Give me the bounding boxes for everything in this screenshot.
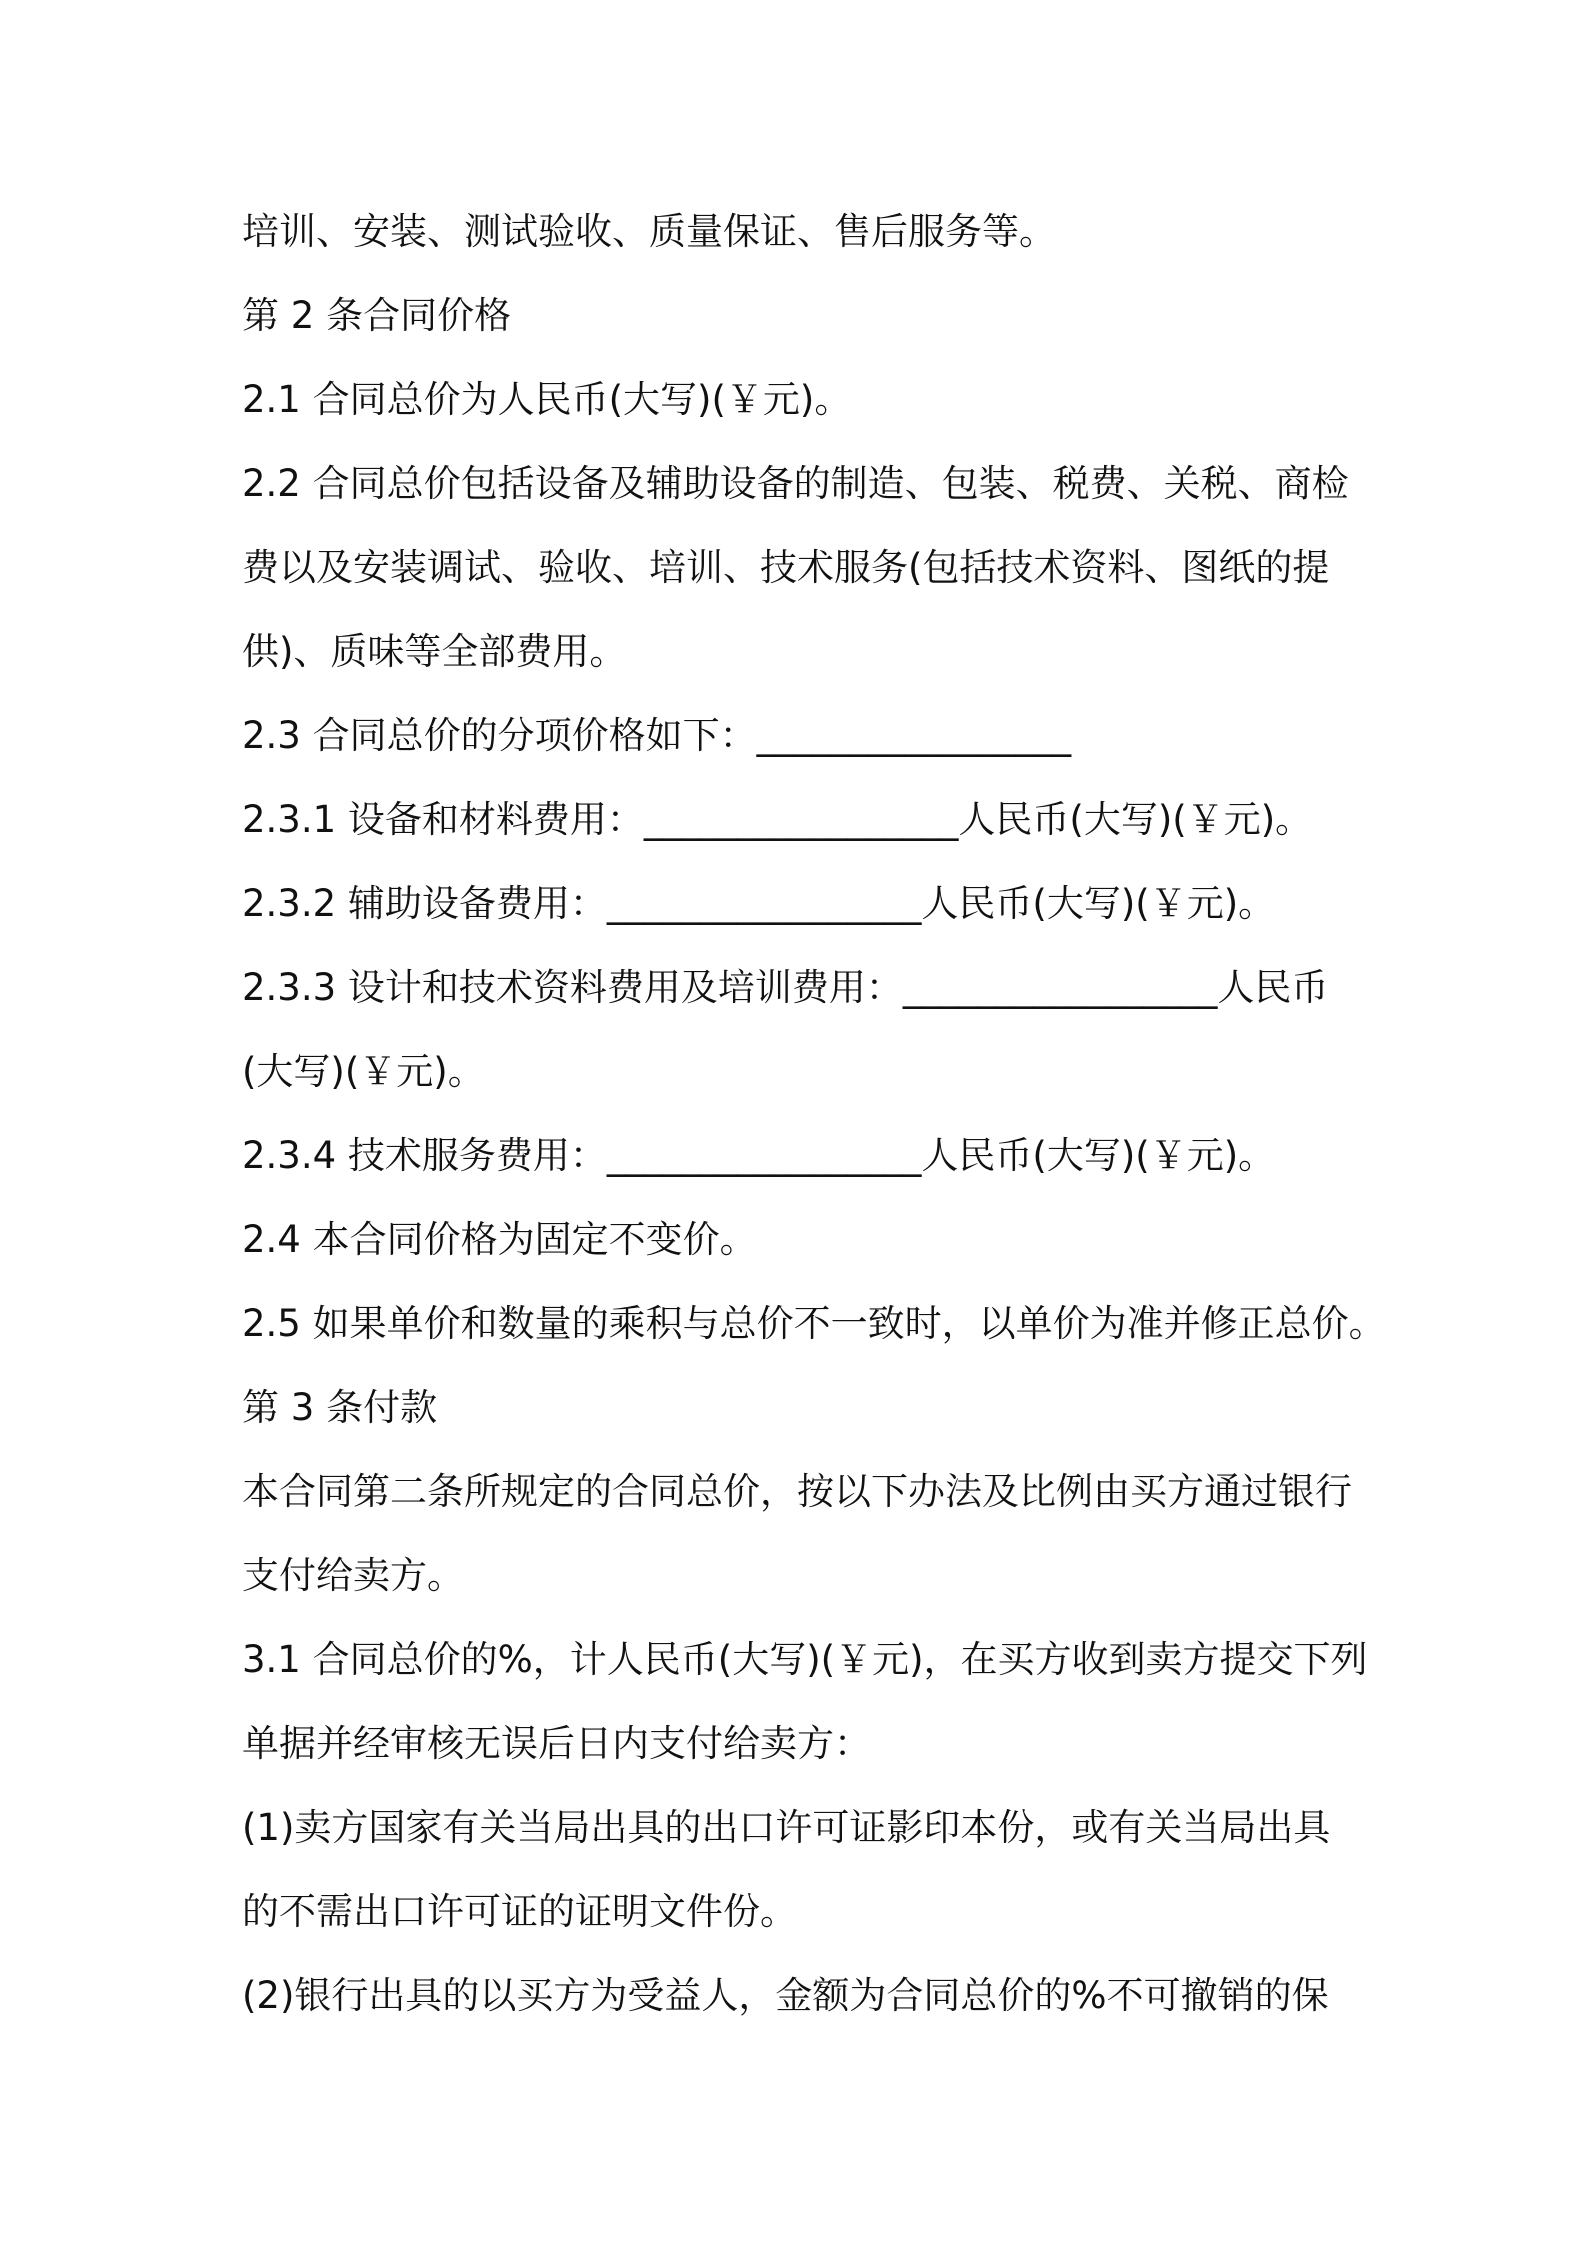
text-line: (1)卖方国家有关当局出具的出口许可证影印本份，或有关当局出具 <box>242 1806 1331 1849</box>
section-heading: 第 2 条合同价格 <box>242 294 512 337</box>
text-line: 2.3.2 辅助设备费用：_________________人民币(大写)(￥元)。 <box>242 882 1276 925</box>
text-line: 2.3 合同总价的分项价格如下：_________________ <box>242 714 1072 757</box>
text-line: 支付给卖方。 <box>242 1554 464 1597</box>
text-line: 2.5 如果单价和数量的乘积与总价不一致时，以单价为准并修正总价。 <box>242 1302 1386 1345</box>
text-line: 费以及安装调试、验收、培训、技术服务(包括技术资料、图纸的提 <box>242 546 1330 589</box>
text-line: 的不需出口许可证的证明文件份。 <box>242 1890 797 1933</box>
text-line: 2.2 合同总价包括设备及辅助设备的制造、包装、税费、关税、商检 <box>242 462 1349 505</box>
document-body <box>242 190 1386 2038</box>
section-heading: 第 3 条付款 <box>242 1386 438 1429</box>
text-line: (2)银行出具的以买方为受益人，金额为合同总价的%不可撤销的保 <box>242 1974 1329 2017</box>
text-line: 2.4 本合同价格为固定不变价。 <box>242 1218 757 1261</box>
text-line: 单据并经审核无误后日内支付给卖方： <box>242 1722 871 1765</box>
text-line: 2.3.4 技术服务费用：_________________人民币(大写)(￥元)。 <box>242 1134 1276 1177</box>
text-line: 培训、安装、测试验收、质量保证、售后服务等。 <box>242 210 1056 253</box>
text-line: 供)、质味等全部费用。 <box>242 630 627 673</box>
text-line: 2.3.3 设计和技术资料费用及培训费用：_________________人民币 <box>242 966 1329 1009</box>
text-line: 3.1 合同总价的%，计人民币(大写)(￥元)，在买方收到卖方提交下列 <box>242 1638 1368 1681</box>
text-line: 2.3.1 设备和材料费用：_________________人民币(大写)(￥元)。 <box>242 798 1313 841</box>
text-line: 本合同第二条所规定的合同总价，按以下办法及比例由买方通过银行 <box>242 1470 1352 1513</box>
text-line: (大写)(￥元)。 <box>242 1050 485 1093</box>
text-line: 2.1 合同总价为人民币(大写)(￥元)。 <box>242 378 852 421</box>
